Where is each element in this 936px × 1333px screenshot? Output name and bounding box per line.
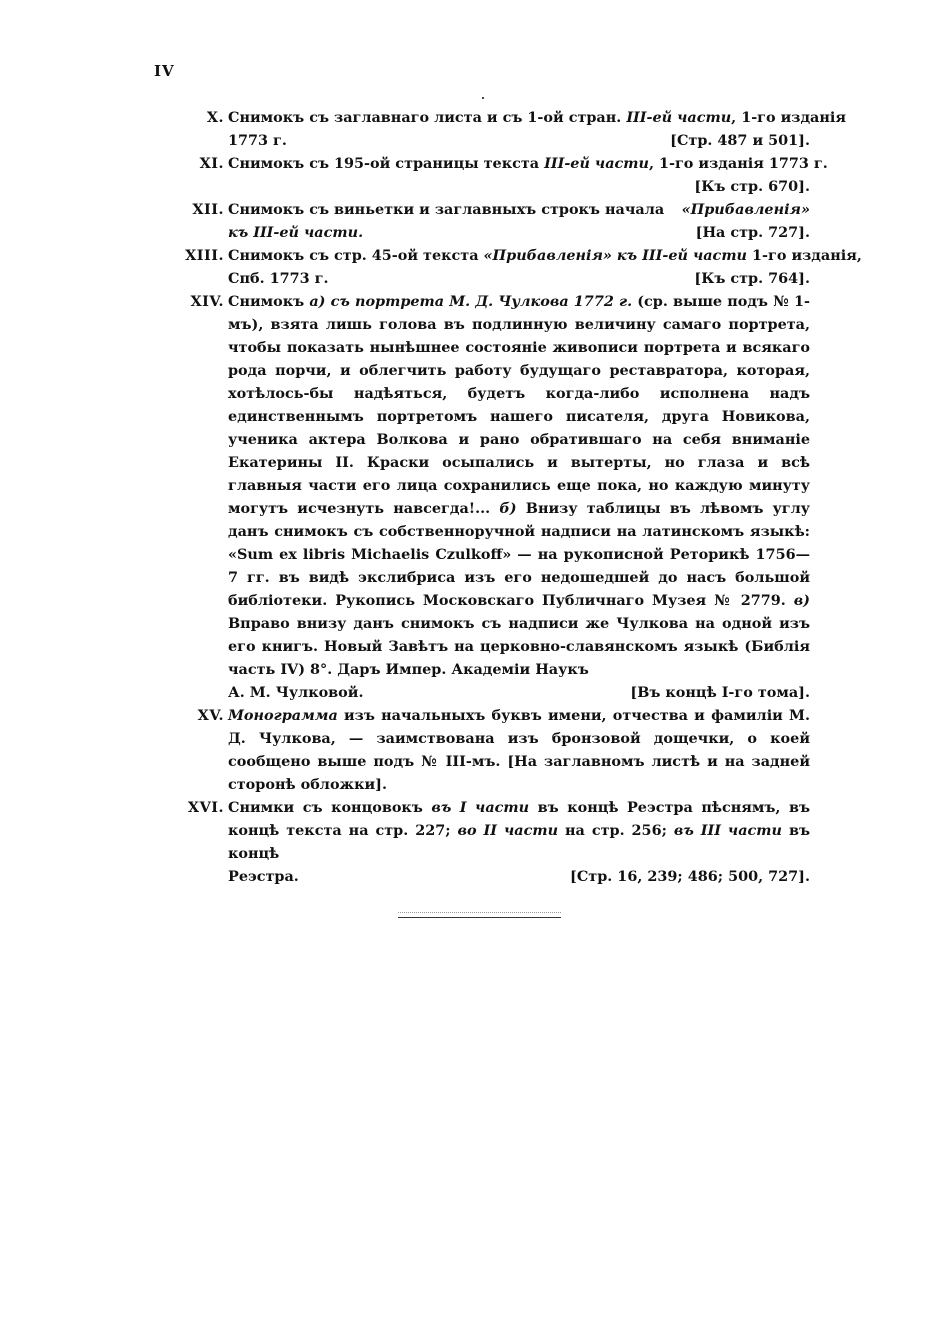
item-text: Снимокъ съ заглавнаго листа и съ 1-ой стран. — [228, 109, 627, 126]
item-text: Снимокъ — [228, 293, 310, 310]
item-italic: во II части — [457, 822, 559, 839]
item-italic: б) — [499, 500, 517, 517]
item-text: 1773 г. — [228, 132, 287, 149]
item-text: , 1-го изданія 1773 г. — [648, 155, 828, 172]
item-text: Вправо внизу данъ снимокъ съ надписи же Чулкова на одной изъ его книгъ. Новый Завѣтъ на церковно-славянскомъ языкѣ (Библія часть IV) 8°. Даръ Импер. Академіи Наукъ — [228, 615, 810, 678]
item-italic: къ III-ей части. — [228, 224, 364, 241]
item-text: Реэстра. — [228, 868, 299, 885]
item-line — [228, 681, 810, 704]
item-line — [228, 244, 862, 267]
ornament-rule-dotted — [398, 912, 561, 913]
list-item — [152, 198, 810, 244]
item-line — [228, 129, 810, 152]
page-number: IV — [154, 62, 175, 80]
item-paragraph — [228, 704, 810, 796]
item-italic: а) съ портрета М. Д. Чулкова 1772 г. — [309, 293, 633, 310]
list-item — [152, 796, 810, 888]
page-reference: [Стр. 16, 239; 486; 500, 727]. — [570, 868, 810, 885]
item-italic: Монограмма — [228, 707, 338, 724]
item-italic: III-ей части — [544, 155, 649, 172]
item-number: XII. — [192, 201, 224, 218]
item-text: (ср. выше подъ № 1-мъ), взята лишь голова въ подлинную величину самаго портрета, чтобы показать нынѣшнее состояніе живописи портрета и всякаго рода порчи, и облегчить работу будущаго реставратора, которая, хотѣлось-бы надѣяться, будетъ когда-либо исполнена надъ единственнымъ портретомъ нашего писателя, друга Новикова, ученика актера Волкова и рано обратившаго на себя вниманіе Екатерины II. Краски осыпались и вытерты, но глаза и всѣ главныя части его лица сохранились еще пока, но каждую минуту могутъ исчезнуть навсегда!... — [228, 293, 810, 517]
list-item — [152, 106, 847, 152]
item-text: въ концѣ Реэстра пѣснямъ, въ концѣ текста на стр. 227; — [228, 799, 810, 839]
item-text: Спб. 1773 г. — [228, 270, 329, 287]
item-number: XV. — [197, 707, 224, 724]
item-italic: въ III части — [673, 822, 782, 839]
item-text: на стр. 256; — [558, 822, 674, 839]
page-reference: [На стр. 727]. — [695, 224, 810, 241]
list-item — [152, 152, 828, 198]
item-text: А. М. Чулковой. — [228, 684, 364, 701]
item-number: X. — [206, 109, 224, 126]
page-reference: [Къ стр. 764]. — [694, 270, 810, 287]
item-text: Снимокъ съ виньетки и заглавныхъ строкъ начала — [228, 201, 670, 218]
item-italic: въ I части — [431, 799, 530, 816]
page-reference: [Къ стр. 670]. — [694, 178, 810, 195]
item-text: , 1-го изданія — [731, 109, 847, 126]
item-line — [228, 152, 828, 175]
item-line — [228, 106, 847, 129]
item-line — [228, 198, 810, 221]
item-text: Снимокъ съ 195-ой страницы текста — [228, 155, 545, 172]
item-text: Внизу таблицы въ лѣвомъ углу данъ снимокъ съ собственноручной надписи на латинскомъ языкѣ: «Sum ex libris Michaelis Czulkoff» — на рукописной Реторикѣ 1756—7 гг. въ видѣ экслибриса изъ его недошедшей до насъ большой библіотеки. Рукопись Московскаго Публичнаго Музея № 2779. — [228, 500, 810, 609]
item-paragraph — [228, 290, 810, 681]
item-italic: в) — [793, 592, 810, 609]
item-italic: III-ей части — [626, 109, 732, 126]
item-number: XIII. — [185, 247, 224, 264]
page-reference: [Стр. 487 и 501]. — [670, 132, 810, 149]
item-paragraph — [228, 796, 810, 865]
item-italic: «Прибавленія» къ III-ей части — [483, 247, 748, 264]
item-line — [228, 267, 810, 290]
list-item — [152, 704, 810, 796]
item-text: въ концѣ — [228, 822, 810, 862]
item-text: изъ начальныхъ буквъ имени, отчества и фамиліи М. Д. Чулкова, — заимствована изъ бронзовой дощечки, о коей сообщено выше подъ № III-мъ. [На заглавномъ листѣ и на задней сторонѣ обложки]. — [228, 707, 810, 793]
item-text: 1-го изданія, — [747, 247, 862, 264]
list-item — [152, 244, 862, 290]
list-item — [152, 290, 810, 704]
item-number: XVI. — [187, 799, 224, 816]
item-number: XIV. — [190, 293, 224, 310]
page-reference: [Въ концѣ I-го тома]. — [630, 684, 810, 701]
item-text: Снимки съ концовокъ — [228, 799, 432, 816]
item-italic: «Прибавленія» — [681, 201, 810, 218]
illustrations-list — [152, 106, 862, 888]
end-rule — [398, 917, 561, 918]
item-line — [228, 865, 810, 888]
item-line — [228, 221, 810, 244]
item-number: XI. — [199, 155, 224, 172]
item-text: Снимокъ съ стр. 45-ой текста — [228, 247, 484, 264]
print-speck — [482, 97, 484, 99]
